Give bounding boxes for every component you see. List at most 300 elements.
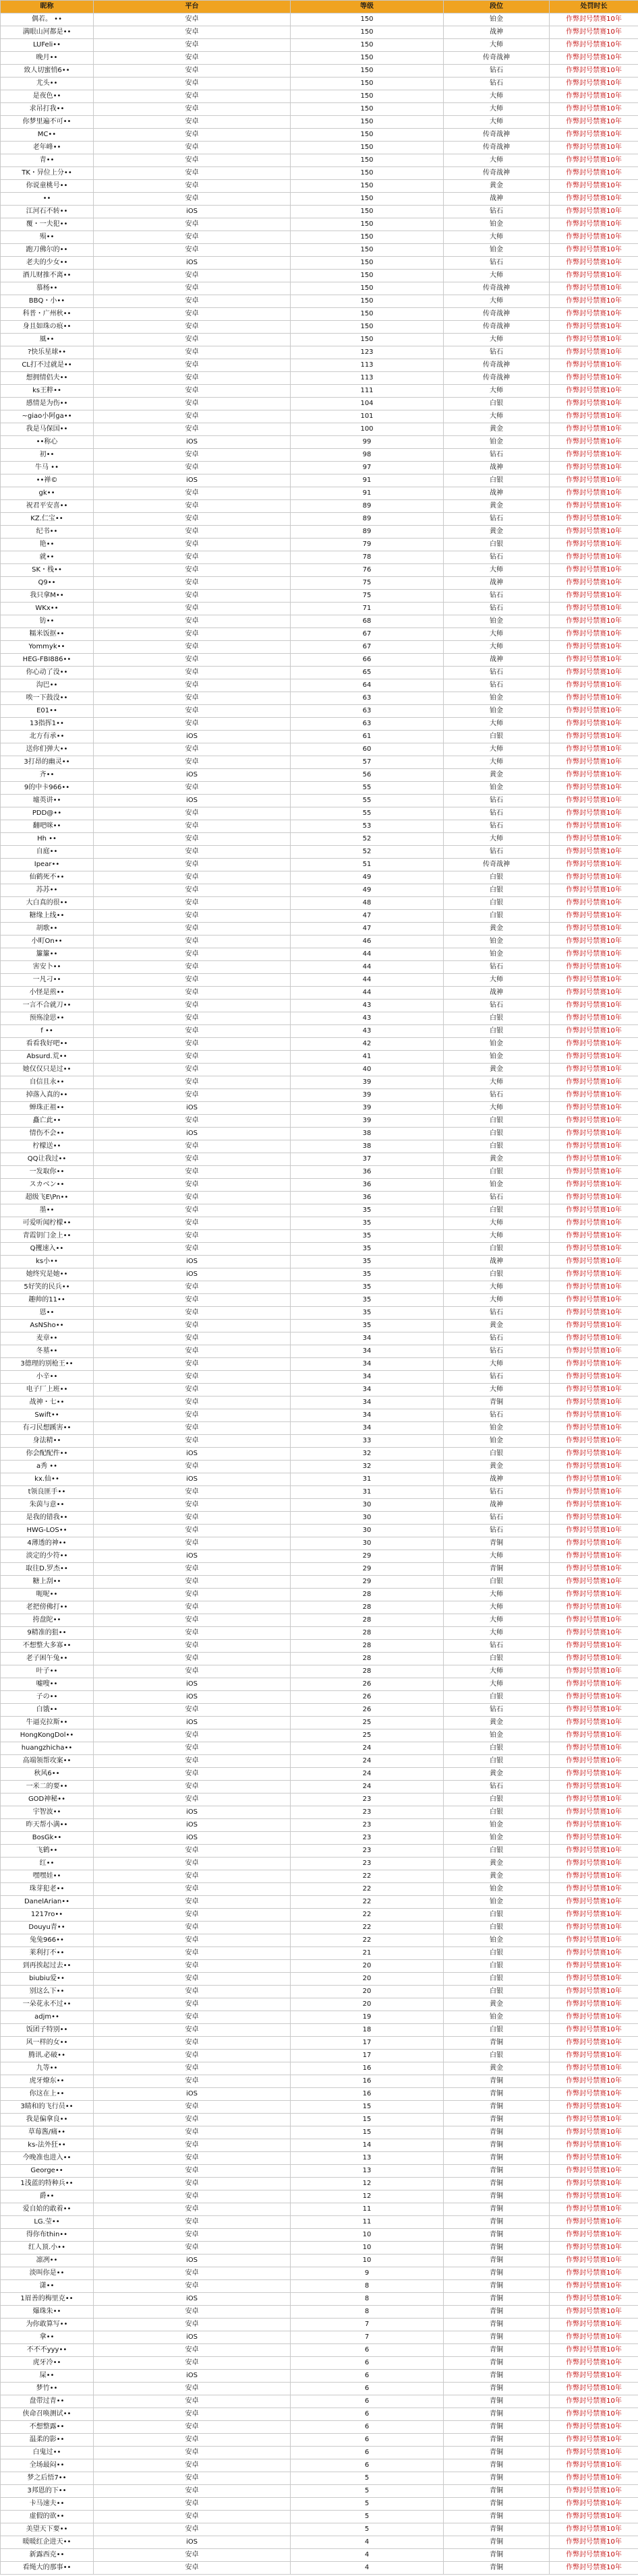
penalty-cell: 作弊封号禁赛10年 [550,2126,638,2139]
level-cell: 5 [291,2511,444,2523]
rank-cell: 大师 [444,1384,550,1397]
penalty-cell: 作弊封号禁赛10年 [550,1998,638,2011]
rank-cell: 青铜 [444,2088,550,2101]
level-cell: 78 [291,551,444,564]
table-row [1,1793,638,1806]
nickname-cell: 我是马保国•• [1,423,94,436]
platform-cell: 安卓 [94,116,291,129]
level-cell: 150 [291,116,444,129]
level-cell: 21 [291,1947,444,1960]
level-cell: 60 [291,743,444,756]
rank-cell: 铂金 [444,1038,550,1051]
penalty-cell: 作弊封号禁赛10年 [550,2293,638,2306]
nickname-cell: 科普・广州秋•• [1,308,94,321]
penalty-cell: 作弊封号禁赛10年 [550,2101,638,2114]
nickname-cell: adjm•• [1,2011,94,2024]
penalty-cell: 作弊封号禁赛10年 [550,1294,638,1307]
table-row [1,90,638,103]
header-rank: 段位 [444,1,550,13]
platform-cell: 安卓 [94,142,291,154]
nickname-cell: 嘘嗖•• [1,1678,94,1691]
level-cell: 30 [291,1499,444,1512]
table-row [1,78,638,90]
header-platform: 平台 [94,1,291,13]
level-cell: 34 [291,1384,444,1397]
platform-cell: 安卓 [94,987,291,1000]
rank-cell: 战神 [444,577,550,590]
rank-cell: 铂金 [444,1896,550,1909]
rank-cell: 青铜 [444,2395,550,2408]
level-cell: 16 [291,2075,444,2088]
nickname-cell: 到再挨起过去•• [1,1960,94,1973]
table-row [1,615,638,628]
table-row [1,2178,638,2190]
rank-cell: 青铜 [444,2485,550,2498]
penalty-cell: 作弊封号禁赛10年 [550,1345,638,1358]
rank-cell: 钻石 [444,1371,550,1384]
penalty-cell: 作弊封号禁赛10年 [550,692,638,705]
penalty-cell: 作弊封号禁赛10年 [550,1397,638,1409]
nickname-cell: 她终究是她•• [1,1268,94,1281]
nickname-cell: 红人顶.小•• [1,2242,94,2255]
level-cell: 89 [291,500,444,513]
table-row [1,718,638,731]
level-cell: 76 [291,564,444,577]
table-row [1,1998,638,2011]
level-cell: 34 [291,1345,444,1358]
nickname-cell: 盘带过青•• [1,2395,94,2408]
penalty-cell: 作弊封号禁赛10年 [550,2216,638,2229]
nickname-cell: 屎•• [1,2370,94,2383]
platform-cell: 安卓 [94,244,291,257]
level-cell: 13 [291,2152,444,2165]
nickname-cell: 致人切蜜悄6•• [1,65,94,78]
rank-cell: 白银 [444,1947,550,1960]
level-cell: 5 [291,2523,444,2536]
platform-cell: 安卓 [94,603,291,615]
rank-cell: 传奇战神 [444,167,550,180]
rank-cell: 白银 [444,897,550,910]
level-cell: 8 [291,2306,444,2319]
rank-cell: 钻石 [444,1704,550,1717]
table-row [1,1742,638,1755]
nickname-cell: 珠芽犯老•• [1,1883,94,1896]
penalty-cell: 作弊封号禁赛10年 [550,2255,638,2267]
platform-cell: 安卓 [94,2280,291,2293]
rank-cell: 战神 [444,26,550,39]
rank-cell: 钻石 [444,257,550,270]
penalty-cell: 作弊封号禁赛10年 [550,1909,638,1922]
penalty-cell: 作弊封号禁赛10年 [550,1473,638,1486]
platform-cell: 安卓 [94,2229,291,2242]
nickname-cell: HWG-LOS•• [1,1525,94,1537]
nickname-cell: 初•• [1,449,94,462]
platform-cell: iOS [94,1448,291,1461]
penalty-cell: 作弊封号禁赛10年 [550,846,638,859]
table-row [1,1781,638,1793]
rank-cell: 青铜 [444,2549,550,2562]
level-cell: 26 [291,1704,444,1717]
nickname-cell: 3邦恩的下•• [1,2485,94,2498]
penalty-cell: 作弊封号禁赛10年 [550,2523,638,2536]
penalty-cell: 作弊封号禁赛10年 [550,2447,638,2459]
platform-cell: 安卓 [94,2511,291,2523]
level-cell: 12 [291,2190,444,2203]
platform-cell: 安卓 [94,807,291,820]
nickname-cell: MC•• [1,129,94,142]
table-row [1,1435,638,1448]
level-cell: 17 [291,2037,444,2050]
level-cell: 35 [291,1217,444,1230]
penalty-cell: 作弊封号禁赛10年 [550,398,638,410]
rank-cell: 青铜 [444,2383,550,2395]
platform-cell: 安卓 [94,359,291,372]
table-row [1,1358,638,1371]
platform-cell: 安卓 [94,295,291,308]
level-cell: 44 [291,987,444,1000]
penalty-cell: 作弊封号禁赛10年 [550,526,638,539]
nickname-cell: 老把傍佛打•• [1,1601,94,1614]
level-cell: 150 [291,282,444,295]
platform-cell: 安卓 [94,2383,291,2395]
table-row [1,1192,638,1204]
level-cell: 6 [291,2383,444,2395]
penalty-cell: 作弊封号禁赛10年 [550,231,638,244]
platform-cell: 安卓 [94,1601,291,1614]
rank-cell: 黄金 [444,180,550,193]
rank-cell: 钻石 [444,449,550,462]
table-row [1,859,638,871]
penalty-cell: 作弊封号禁赛10年 [550,513,638,526]
nickname-cell: 身法精•• [1,1435,94,1448]
penalty-cell: 作弊封号禁赛10年 [550,1691,638,1704]
rank-cell: 青铜 [444,2498,550,2511]
nickname-cell: 小怪是煎•• [1,987,94,1000]
platform-cell: 安卓 [94,1998,291,2011]
table-row [1,1332,638,1345]
rank-cell: 钻石 [444,551,550,564]
platform-cell: iOS [94,1819,291,1832]
penalty-cell: 作弊封号禁赛10年 [550,2472,638,2485]
level-cell: 42 [291,1038,444,1051]
level-cell: 150 [291,321,444,334]
platform-cell: 安卓 [94,1179,291,1192]
rank-cell: 青铜 [444,2152,550,2165]
level-cell: 150 [291,26,444,39]
level-cell: 150 [291,129,444,142]
table-row [1,1601,638,1614]
nickname-cell: 梦之后悟7•• [1,2472,94,2485]
level-cell: 30 [291,1525,444,1537]
platform-cell: iOS [94,2293,291,2306]
platform-cell: 安卓 [94,2421,291,2434]
nickname-cell: 糖上刮•• [1,1576,94,1589]
platform-cell: 安卓 [94,2485,291,2498]
penalty-cell: 作弊封号禁赛10年 [550,2165,638,2178]
level-cell: 28 [291,1601,444,1614]
level-cell: 68 [291,615,444,628]
platform-cell: 安卓 [94,948,291,961]
penalty-cell: 作弊封号禁赛10年 [550,1486,638,1499]
rank-cell: 白银 [444,1012,550,1025]
penalty-cell: 作弊封号禁赛10年 [550,2434,638,2447]
platform-cell: iOS [94,1268,291,1281]
table-row [1,731,638,743]
platform-cell: iOS [94,1691,291,1704]
penalty-cell: 作弊封号禁赛10年 [550,1717,638,1729]
rank-cell: 大师 [444,1102,550,1115]
platform-cell: 安卓 [94,321,291,334]
nickname-cell: Absurd.荒•• [1,1051,94,1064]
rank-cell: 钻石 [444,961,550,974]
rank-cell: 白银 [444,2024,550,2037]
nickname-cell: 1浅蓝的特种兵•• [1,2178,94,2190]
platform-cell: 安卓 [94,2562,291,2575]
platform-cell: 安卓 [94,846,291,859]
penalty-cell: 作弊封号禁赛10年 [550,1153,638,1166]
platform-cell: 安卓 [94,2267,291,2280]
table-row [1,910,638,923]
table-row [1,1883,638,1896]
nickname-cell: AsNSho•• [1,1320,94,1332]
rank-cell: 铂金 [444,1435,550,1448]
platform-cell: 安卓 [94,1640,291,1653]
table-row [1,1563,638,1576]
penalty-cell: 作弊封号禁赛10年 [550,884,638,897]
table-row [1,667,638,679]
penalty-cell: 作弊封号禁赛10年 [550,1550,638,1563]
platform-cell: 安卓 [94,2114,291,2126]
level-cell: 31 [291,1486,444,1499]
nickname-cell: GOD神秘•• [1,1793,94,1806]
nickname-cell: 北方有承•• [1,731,94,743]
rank-cell: 黄金 [444,1768,550,1781]
level-cell: 20 [291,1960,444,1973]
table-row [1,462,638,474]
nickname-cell: 自信且永•• [1,1076,94,1089]
nickname-cell: 柠檬送•• [1,1140,94,1153]
nickname-cell: 矗亡此•• [1,1115,94,1128]
level-cell: 52 [291,833,444,846]
table-row [1,1243,638,1256]
table-row [1,1960,638,1973]
platform-cell: 安卓 [94,1422,291,1435]
nickname-cell: a秀 •• [1,1461,94,1473]
table-row [1,257,638,270]
level-cell: 100 [291,423,444,436]
rank-cell: 青铜 [444,2319,550,2331]
platform-cell: 安卓 [94,2434,291,2447]
table-row [1,359,638,372]
nickname-cell: 看绳大的那事•• [1,2562,94,2575]
platform-cell: 安卓 [94,1973,291,1986]
nickname-cell: 她仅仅只是过•• [1,1064,94,1076]
platform-cell: 安卓 [94,2126,291,2139]
table-row [1,833,638,846]
penalty-cell: 作弊封号禁赛10年 [550,769,638,782]
platform-cell: 安卓 [94,1781,291,1793]
nickname-cell: 晚月•• [1,52,94,65]
rank-cell: 大师 [444,154,550,167]
table-row [1,116,638,129]
penalty-cell: 作弊封号禁赛10年 [550,2408,638,2421]
level-cell: 32 [291,1448,444,1461]
nickname-cell: QQ让我过•• [1,1153,94,1166]
rank-cell: 铂金 [444,615,550,628]
penalty-cell: 作弊封号禁赛10年 [550,1179,638,1192]
platform-cell: iOS [94,1102,291,1115]
nickname-cell: 小辛•• [1,1371,94,1384]
platform-cell: 安卓 [94,500,291,513]
table-row [1,1640,638,1653]
table-row [1,2485,638,2498]
table-row [1,743,638,756]
penalty-cell: 作弊封号禁赛10年 [550,2549,638,2562]
rank-cell: 战神 [444,1473,550,1486]
rank-cell: 白银 [444,1128,550,1140]
platform-cell: 安卓 [94,410,291,423]
platform-cell: iOS [94,731,291,743]
nickname-cell: George•• [1,2165,94,2178]
platform-cell: 安卓 [94,462,291,474]
level-cell: 111 [291,385,444,398]
penalty-cell: 作弊封号禁赛10年 [550,1896,638,1909]
penalty-cell: 作弊封号禁赛10年 [550,1166,638,1179]
nickname-cell: 侠命召唤测试•• [1,2408,94,2421]
table-row [1,2434,638,2447]
level-cell: 15 [291,2114,444,2126]
table-row [1,321,638,334]
level-cell: 39 [291,1089,444,1102]
nickname-cell: 嘿嘿娃•• [1,1870,94,1883]
rank-cell: 大师 [444,334,550,346]
table-row [1,218,638,231]
nickname-cell: gk•• [1,487,94,500]
penalty-cell: 作弊封号禁赛10年 [550,1051,638,1064]
nickname-cell: 我是偏拿良•• [1,2114,94,2126]
rank-cell: 钻石 [444,603,550,615]
penalty-cell: 作弊封号禁赛10年 [550,948,638,961]
rank-cell: 白银 [444,884,550,897]
nickname-cell: 小町On•• [1,936,94,948]
level-cell: 7 [291,2319,444,2331]
penalty-cell: 作弊封号禁赛10年 [550,577,638,590]
rank-cell: 钻石 [444,346,550,359]
level-cell: 98 [291,449,444,462]
platform-cell: 安卓 [94,2152,291,2165]
rank-cell: 钻石 [444,1512,550,1525]
penalty-cell: 作弊封号禁赛10年 [550,654,638,667]
table-row [1,679,638,692]
platform-cell: 安卓 [94,667,291,679]
rank-cell: 青铜 [444,2421,550,2434]
level-cell: 150 [291,167,444,180]
penalty-cell: 作弊封号禁赛10年 [550,859,638,871]
platform-cell: 安卓 [94,1576,291,1589]
table-row [1,884,638,897]
level-cell: 29 [291,1550,444,1563]
nickname-cell: 电子厂上班•• [1,1384,94,1397]
level-cell: 65 [291,667,444,679]
rank-cell: 大师 [444,231,550,244]
nickname-cell: 13指挥1•• [1,718,94,731]
level-cell: 38 [291,1128,444,1140]
penalty-cell: 作弊封号禁赛10年 [550,1217,638,1230]
nickname-cell: 一言不合就刀•• [1,1000,94,1012]
penalty-cell: 作弊封号禁赛10年 [550,2062,638,2075]
penalty-cell: 作弊封号禁赛10年 [550,462,638,474]
penalty-cell: 作弊封号禁赛10年 [550,2178,638,2190]
platform-cell: 安卓 [94,2344,291,2357]
level-cell: 10 [291,2255,444,2267]
table-row [1,2011,638,2024]
penalty-cell: 作弊封号禁赛10年 [550,1704,638,1717]
table-row [1,641,638,654]
rank-cell: 青铜 [444,2267,550,2280]
header-row [1,1,638,13]
table-row [1,577,638,590]
penalty-cell: 作弊封号禁赛10年 [550,1934,638,1947]
rank-cell: 大师 [444,270,550,282]
penalty-cell: 作弊封号禁赛10年 [550,1819,638,1832]
rank-cell: 青铜 [444,2306,550,2319]
penalty-cell: 作弊封号禁赛10年 [550,910,638,923]
level-cell: 13 [291,2165,444,2178]
penalty-cell: 作弊封号禁赛10年 [550,487,638,500]
level-cell: 4 [291,2536,444,2549]
platform-cell: 安卓 [94,423,291,436]
nickname-cell: 冬墓•• [1,1345,94,1358]
nickname-cell: f •• [1,1025,94,1038]
penalty-cell: 作弊封号禁赛10年 [550,628,638,641]
nickname-cell: 害安卜•• [1,961,94,974]
platform-cell: 安卓 [94,1589,291,1601]
platform-cell: 安卓 [94,372,291,385]
table-row [1,410,638,423]
rank-cell: 传奇战神 [444,129,550,142]
nickname-cell: 爆珠朱•• [1,2306,94,2319]
penalty-cell: 作弊封号禁赛10年 [550,2498,638,2511]
nickname-cell: BosGk•• [1,1832,94,1845]
platform-cell: iOS [94,1717,291,1729]
table-row [1,2549,638,2562]
nickname-cell: 有刁民想蹊害•• [1,1422,94,1435]
level-cell: 150 [291,103,444,116]
platform-cell: 安卓 [94,1870,291,1883]
rank-cell: 铂金 [444,1883,550,1896]
platform-cell: 安卓 [94,270,291,282]
table-row [1,346,638,359]
rank-cell: 传奇战神 [444,142,550,154]
penalty-cell: 作弊封号禁赛10年 [550,871,638,884]
penalty-cell: 作弊封号禁赛10年 [550,2050,638,2062]
platform-cell: 安卓 [94,2549,291,2562]
rank-cell: 大师 [444,628,550,641]
platform-cell: 安卓 [94,820,291,833]
rank-cell: 白银 [444,1691,550,1704]
table-row [1,2280,638,2293]
table-row [1,2101,638,2114]
table-row [1,1115,638,1128]
table-row [1,1947,638,1960]
nickname-cell: 送你们弹大•• [1,743,94,756]
table-row [1,1307,638,1320]
level-cell: 75 [291,590,444,603]
platform-cell: 安卓 [94,551,291,564]
level-cell: 123 [291,346,444,359]
rank-cell: 战神 [444,1256,550,1268]
level-cell: 35 [291,1230,444,1243]
